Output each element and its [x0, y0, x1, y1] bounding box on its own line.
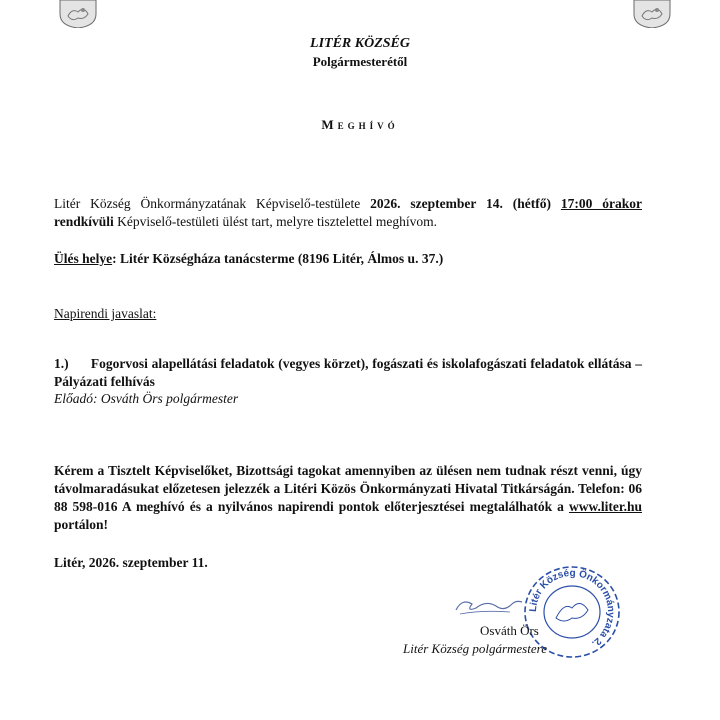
dateline: Litér, 2026. szeptember 11.	[54, 555, 208, 570]
signatory-role: Litér Község polgármestere	[403, 641, 547, 656]
handwritten-signature	[452, 592, 524, 618]
request-tail: portálon!	[54, 517, 108, 532]
signatory-name: Osváth Örs	[480, 623, 539, 638]
coat-of-arms-icon	[58, 0, 98, 28]
attendance-request	[54, 462, 642, 534]
document-title: Meghívó	[321, 117, 399, 132]
venue-line	[54, 250, 642, 268]
agenda-item-title: Fogorvosi alapellátási feladatok (vegyes körzet), fogászati és iskolafogászati feladatok ellátása – Pályázati felhívás	[54, 356, 642, 389]
agenda-item-presenter: Előadó: Osváth Örs polgármester	[54, 391, 239, 406]
stamp-text: Litér Község Önkormányzata 2.	[527, 567, 617, 650]
agenda-item-number: 1.)	[54, 356, 69, 371]
request-text: Kérem a Tisztelt Képviselőket, Bizottsági tagokat amennyiben az ülésen nem tudnak részt venni, úgy távolmaradásukat előzetesen jelezzék a Litéri Közös Önkormányzati Hivatal Titkárságán. Telefon: 06 88 598-016 A meghívó és a nyilvános napirendi pontok előterjesztései megtalálhatók a	[54, 463, 642, 514]
website-link[interactable]: www.liter.hu	[568, 499, 642, 514]
sender-line: Polgármesterétől	[312, 54, 408, 69]
agenda-heading: Napirendi javaslat:	[54, 306, 157, 321]
municipality-name: LITÉR KÖZSÉG	[310, 36, 410, 51]
meeting-type: rendkívüli	[54, 214, 114, 229]
agenda-item	[54, 355, 642, 391]
intro-paragraph	[54, 195, 642, 231]
venue-label: Ülés helye	[54, 251, 113, 266]
venue-value: : Litér Községháza tanácsterme (8196 Litér, Álmos u. 37.)	[112, 251, 444, 266]
meeting-time: 17:00 órakor	[560, 196, 642, 211]
meeting-date: 2026. szeptember 14. (hétfő)	[370, 196, 551, 211]
intro-text: Litér Község Önkormányzatának Képviselő-testülete	[54, 196, 371, 211]
intro-text-end: Képviselő-testületi ülést tart, melyre tisztelettel meghívom.	[113, 214, 437, 229]
coat-of-arms-icon	[632, 0, 672, 28]
